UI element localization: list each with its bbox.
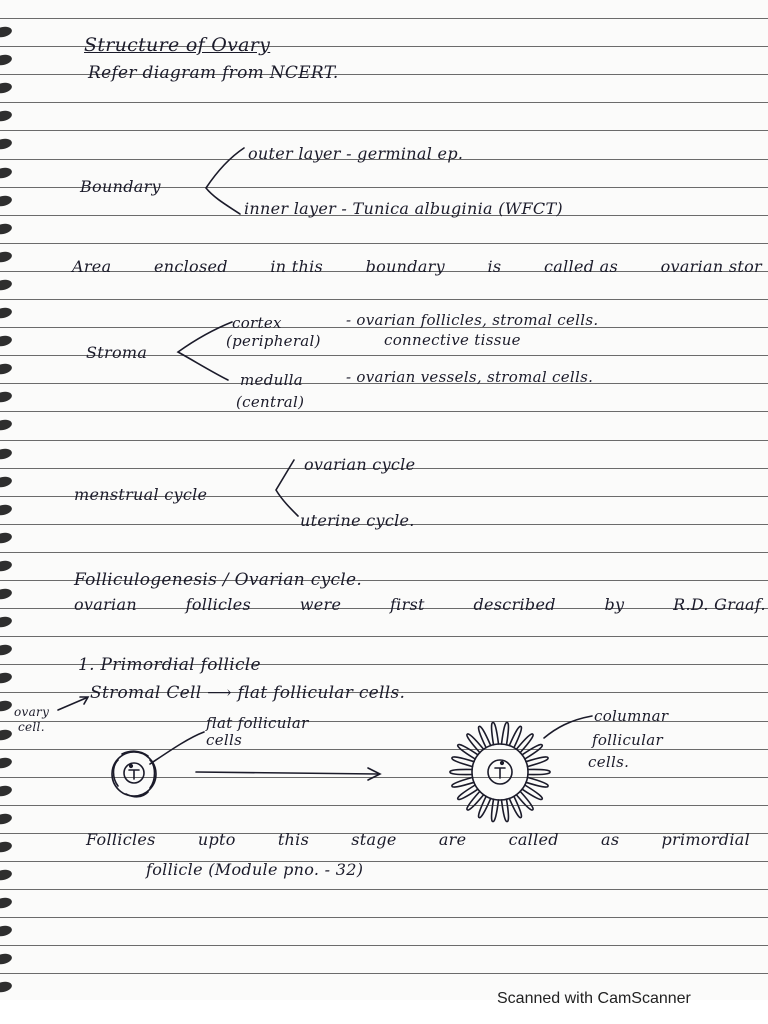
stage-word: as bbox=[600, 830, 620, 849]
area-word: Area bbox=[72, 257, 112, 276]
area-word: boundary bbox=[365, 257, 445, 276]
menstrual-branch-uterine: uterine cycle. bbox=[300, 511, 415, 530]
boundary-label: Boundary bbox=[80, 177, 161, 196]
boundary-brace bbox=[206, 148, 244, 214]
stromal-to-flat-line: Stromal Cell ⟶ flat follicular cells. bbox=[90, 683, 406, 703]
described-word: follicles bbox=[185, 595, 252, 614]
stage-word: upto bbox=[197, 830, 236, 849]
columnar-cell-petal bbox=[452, 777, 474, 787]
described-word: were bbox=[299, 595, 342, 614]
reference-note: Refer diagram from NCERT. bbox=[88, 63, 339, 83]
area-word: ovarian stor bbox=[660, 257, 762, 276]
flat-follicular-label: flat follicular bbox=[206, 714, 309, 732]
columnar-follicle-sketch bbox=[450, 722, 550, 821]
area-word: enclosed bbox=[153, 257, 228, 276]
boundary-outer-layer: outer layer - germinal ep. bbox=[248, 144, 464, 163]
columnar-cell-petal bbox=[502, 799, 509, 821]
stroma-cortex-description: - ovarian follicles, stromal cells. bbox=[346, 311, 599, 329]
ovary-cell-note: ovary bbox=[14, 705, 50, 719]
area-word: in this bbox=[270, 257, 324, 276]
area-word: is bbox=[487, 257, 502, 276]
columnar-cell-petal bbox=[526, 757, 548, 767]
described-word: first bbox=[389, 595, 425, 614]
flat-label-pointer bbox=[150, 732, 204, 764]
stroma-cortex-tissue: connective tissue bbox=[384, 331, 521, 349]
stroma-label: Stroma bbox=[86, 343, 148, 362]
described-word: described bbox=[473, 595, 556, 614]
menstrual-brace bbox=[276, 460, 298, 516]
described-word: R.D. Graaf. bbox=[673, 595, 766, 614]
columnar-cell-petal bbox=[492, 799, 499, 821]
ovary-cell-arrow bbox=[58, 698, 86, 710]
described-word: by bbox=[604, 595, 625, 614]
stroma-medulla: medulla bbox=[240, 371, 304, 389]
primordial-follicle-sketch bbox=[112, 751, 156, 797]
described-word: ovarian bbox=[74, 595, 137, 614]
columnar-label: follicular bbox=[592, 731, 663, 749]
stroma-medulla-description: - ovarian vessels, stromal cells. bbox=[346, 368, 594, 386]
development-arrow bbox=[196, 772, 378, 774]
stage-word: primordial bbox=[661, 830, 750, 849]
columnar-label: cells. bbox=[588, 753, 630, 771]
page-title: Structure of Ovary bbox=[84, 34, 271, 56]
columnar-cell-petal bbox=[450, 769, 472, 774]
scanner-watermark: Scanned with CamScanner bbox=[497, 990, 691, 1007]
columnar-label: columnar bbox=[594, 707, 669, 725]
stage-word: stage bbox=[351, 830, 397, 849]
ovary-cell-note: cell. bbox=[18, 720, 45, 734]
stroma-brace bbox=[178, 322, 232, 380]
stage-word: called bbox=[508, 830, 559, 849]
folliculogenesis-heading: Folliculogenesis / Ovarian cycle. bbox=[74, 570, 363, 590]
columnar-label-pointer bbox=[544, 716, 592, 738]
columnar-cell-petal bbox=[492, 722, 499, 744]
stage-word: are bbox=[438, 830, 467, 849]
primordial-stage-end: follicle (Module pno. - 32) bbox=[146, 860, 364, 879]
stroma-cortex: cortex bbox=[232, 314, 282, 332]
flat-follicular-label: cells bbox=[206, 731, 243, 749]
stage-word: Follicles bbox=[86, 830, 156, 849]
columnar-cell-petal bbox=[526, 777, 548, 787]
stroma-cortex-note: (peripheral) bbox=[226, 332, 321, 350]
area-word: called as bbox=[544, 257, 618, 276]
menstrual-branch-ovarian: ovarian cycle bbox=[304, 455, 416, 474]
menstrual-cycle-label: menstrual cycle bbox=[74, 485, 208, 504]
columnar-cell-petal bbox=[502, 722, 509, 744]
boundary-inner-layer: inner layer - Tunica albuginia (WFCT) bbox=[244, 199, 563, 218]
columnar-cell-petal bbox=[452, 757, 474, 767]
columnar-cell-petal bbox=[528, 769, 550, 774]
stroma-medulla-note: (central) bbox=[236, 393, 305, 411]
stage-word: this bbox=[277, 830, 310, 849]
primordial-heading: 1. Primordial follicle bbox=[78, 655, 261, 675]
